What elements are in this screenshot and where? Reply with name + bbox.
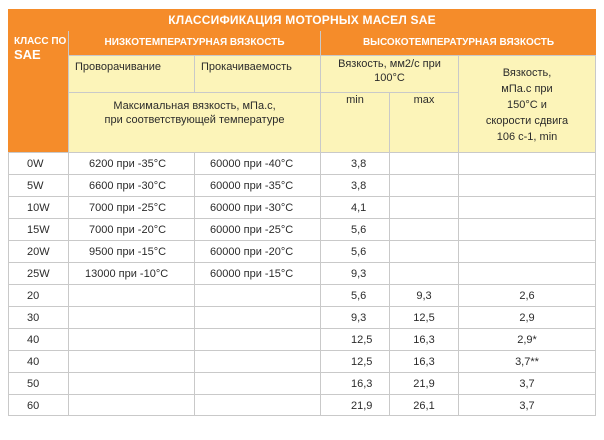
sae-class-header-line1: КЛАСС ПО (14, 36, 67, 47)
viscosity-min-cell: 12,5 (320, 328, 389, 350)
cranking-cell (68, 284, 194, 306)
cranking-cell (68, 350, 194, 372)
viscosity-max-cell (389, 174, 458, 196)
hths-cell: 3,7** (458, 350, 596, 372)
table-row (8, 196, 596, 218)
table-row (8, 328, 596, 350)
viscosity-max-cell: 16,3 (389, 328, 458, 350)
table-row (8, 350, 596, 372)
viscosity-min-cell: 5,6 (320, 284, 389, 306)
table-row (8, 372, 596, 394)
hths-cell: 3,7 (458, 372, 596, 394)
table-row (8, 174, 596, 196)
cranking-cell (68, 328, 194, 350)
low-temp-viscosity-header: НИЗКОТЕМПЕРАТУРНАЯ ВЯЗКОСТЬ (68, 31, 320, 55)
pumping-cell (194, 284, 320, 306)
hths-cell (458, 152, 596, 174)
max-viscosity-header-line2: при соответствующей температуре (104, 114, 285, 126)
pumping-cell (194, 394, 320, 416)
hths-header-line5: 106 с-1, min (496, 131, 558, 143)
cranking-cell: 6200 при -35°С (68, 152, 194, 174)
table-row (8, 394, 596, 416)
cranking-cell: 13000 при -10°С (68, 262, 194, 284)
cranking-cell: 7000 при -20°С (68, 218, 194, 240)
pumping-cell (194, 306, 320, 328)
viscosity-min-cell: 3,8 (320, 174, 389, 196)
viscosity-min-cell: 5,6 (320, 240, 389, 262)
cranking-cell: 7000 при -25°С (68, 196, 194, 218)
cranking-cell: 9500 при -15°С (68, 240, 194, 262)
kinematic-viscosity-header-line2: 100°С (374, 72, 405, 84)
pumping-cell: 60000 при -20°С (194, 240, 320, 262)
pumping-cell: 60000 при -40°С (194, 152, 320, 174)
table-title: КЛАССИФИКАЦИЯ МОТОРНЫХ МАСЕЛ SAE (8, 9, 596, 31)
pumping-cell: 60000 при -30°С (194, 196, 320, 218)
kinematic-viscosity-header-line1: Вязкость, мм2/с при (338, 58, 441, 70)
hths-cell (458, 196, 596, 218)
pumping-cell (194, 350, 320, 372)
viscosity-min-cell: 3,8 (320, 152, 389, 174)
viscosity-max-cell: 12,5 (389, 306, 458, 328)
viscosity-max-cell: 21,9 (389, 372, 458, 394)
viscosity-max-cell (389, 152, 458, 174)
hths-header-line4: скорости сдвига (485, 115, 569, 127)
pumping-cell (194, 372, 320, 394)
sae-class-cell: 25W (8, 262, 68, 284)
viscosity-min-cell: 5,6 (320, 218, 389, 240)
table-row (8, 240, 596, 262)
hths-viscosity-header (458, 55, 596, 152)
hths-cell: 2,9 (458, 306, 596, 328)
pumping-cell: 60000 при -35°С (194, 174, 320, 196)
viscosity-max-cell (389, 262, 458, 284)
viscosity-min-cell: 4,1 (320, 196, 389, 218)
cranking-cell: 6600 при -30°С (68, 174, 194, 196)
hths-header-line2: мПа.с при (501, 83, 553, 95)
sae-class-cell: 20W (8, 240, 68, 262)
max-viscosity-header (68, 92, 320, 152)
hths-cell (458, 218, 596, 240)
sae-class-cell: 60 (8, 394, 68, 416)
high-temp-viscosity-header: ВЫСОКОТЕМПЕРАТУРНАЯ ВЯЗКОСТЬ (320, 31, 596, 55)
max-header-label: max (413, 94, 435, 106)
viscosity-min-cell: 21,9 (320, 394, 389, 416)
hths-cell: 3,7 (458, 394, 596, 416)
pumping-cell: 60000 при -15°С (194, 262, 320, 284)
cranking-cell (68, 372, 194, 394)
cranking-header (68, 55, 194, 92)
hths-cell (458, 262, 596, 284)
sae-class-cell: 15W (8, 218, 68, 240)
sae-class-cell: 10W (8, 196, 68, 218)
viscosity-max-cell: 16,3 (389, 350, 458, 372)
sae-class-header (8, 31, 68, 152)
kinematic-viscosity-header (320, 55, 458, 92)
cranking-cell (68, 306, 194, 328)
max-viscosity-header-line1: Максимальная вязкость, мПа.с, (113, 100, 276, 112)
viscosity-max-cell: 9,3 (389, 284, 458, 306)
hths-header-line3: 150°С и (507, 99, 547, 111)
hths-header-line1: Вязкость, (502, 67, 552, 79)
viscosity-max-cell (389, 196, 458, 218)
sae-class-cell: 50 (8, 372, 68, 394)
pumping-cell: 60000 при -25°С (194, 218, 320, 240)
viscosity-min-cell: 16,3 (320, 372, 389, 394)
sae-class-cell: 40 (8, 350, 68, 372)
viscosity-min-cell: 12,5 (320, 350, 389, 372)
sae-class-cell: 30 (8, 306, 68, 328)
sae-class-cell: 40 (8, 328, 68, 350)
table-row (8, 262, 596, 284)
hths-cell: 2,9* (458, 328, 596, 350)
sae-class-cell: 20 (8, 284, 68, 306)
hths-cell (458, 174, 596, 196)
pumping-header (194, 55, 320, 92)
max-header (389, 92, 458, 152)
pumping-header-label: Прокачиваемость (201, 61, 292, 73)
sae-class-cell: 5W (8, 174, 68, 196)
pumping-cell (194, 328, 320, 350)
min-header (320, 92, 389, 152)
table-row (8, 152, 596, 174)
viscosity-max-cell (389, 240, 458, 262)
min-header-label: min (346, 94, 364, 106)
cranking-cell (68, 394, 194, 416)
viscosity-min-cell: 9,3 (320, 262, 389, 284)
table-row (8, 284, 596, 306)
sae-class-cell: 0W (8, 152, 68, 174)
table-row (8, 306, 596, 328)
table-row (8, 218, 596, 240)
sae-class-header-line2: SAE (14, 47, 41, 62)
hths-cell (458, 240, 596, 262)
viscosity-min-cell: 9,3 (320, 306, 389, 328)
cranking-header-label: Проворачивание (75, 61, 162, 73)
viscosity-max-cell: 26,1 (389, 394, 458, 416)
hths-cell: 2,6 (458, 284, 596, 306)
viscosity-max-cell (389, 218, 458, 240)
